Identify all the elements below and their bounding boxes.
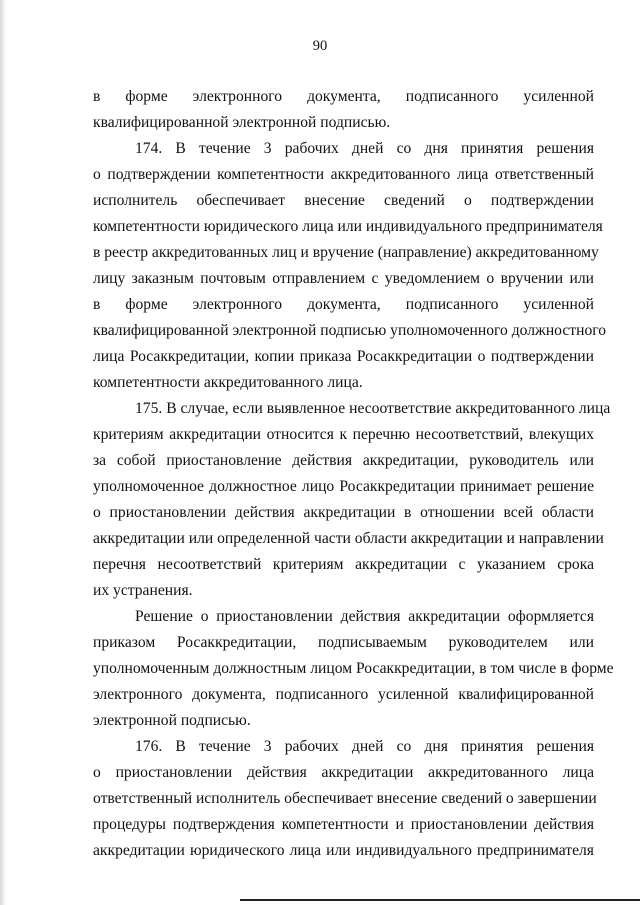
paragraph-decision bbox=[93, 604, 614, 734]
text-line: в форме электронного документа, подписанного усиленной bbox=[93, 88, 594, 105]
text-line: о приостановлении действия аккредитации в отношении всей области bbox=[93, 504, 594, 521]
text-line: ответственный исполнитель обеспечивает внесение сведений о завершении bbox=[93, 790, 597, 807]
text-line: Решение о приостановлении действия аккредитации оформляется bbox=[135, 608, 594, 625]
text-line: квалифицированной электронной подписью уполномоченного должностного bbox=[93, 322, 607, 339]
text-line: уполномоченное должностное лицо Росаккредитации принимает решение bbox=[93, 478, 594, 495]
text-line: их устранения. bbox=[93, 582, 193, 599]
text-line: аккредитации юридического лица или индивидуального предпринимателя bbox=[93, 842, 594, 859]
document-body bbox=[93, 84, 614, 864]
paragraph-174 bbox=[93, 136, 607, 396]
text-line: в форме электронного документа, подписанного усиленной bbox=[93, 296, 594, 313]
text-line: критериям аккредитации относится к перечню несоответствий, влекущих bbox=[93, 426, 594, 443]
scan-edge-shadow bbox=[0, 0, 6, 905]
text-line: о подтверждении компетентности аккредитованного лица ответственный bbox=[93, 166, 594, 183]
text-line: процедуры подтверждения компетентности и приостановлении действия bbox=[93, 816, 594, 833]
text-line: электронного документа, подписанного усиленной квалифицированной bbox=[93, 686, 594, 703]
text-line: квалифицированной электронной подписью. bbox=[93, 114, 391, 131]
text-line: 176. В течение 3 рабочих дней со дня принятия решения bbox=[135, 738, 594, 755]
paragraph-176 bbox=[93, 734, 597, 864]
text-line: компетентности юридического лица или индивидуального предпринимателя bbox=[93, 218, 603, 235]
page-number: 90 bbox=[312, 38, 328, 54]
paragraph-175 bbox=[93, 396, 611, 604]
text-line: уполномоченным должностным лицом Росаккредитации, в том числе в форме bbox=[93, 660, 614, 677]
text-line: о приостановлении действия аккредитации аккредитованного лица bbox=[93, 764, 594, 781]
text-line: электронной подписью. bbox=[93, 712, 251, 729]
text-line: аккредитации или определенной части области аккредитации и направлении bbox=[93, 530, 604, 547]
text-line: 174. В течение 3 рабочих дней со дня принятия решения bbox=[135, 140, 594, 157]
text-line: компетентности аккредитованного лица. bbox=[93, 374, 363, 391]
text-line: 175. В случае, если выявленное несоответствие аккредитованного лица bbox=[135, 400, 611, 417]
text-line: за собой приостановление действия аккредитации, руководитель или bbox=[93, 452, 594, 469]
scan-bottom-edge bbox=[240, 899, 640, 901]
paragraph-continuation bbox=[93, 84, 594, 136]
text-line: в реестр аккредитованных лиц и вручение (направление) аккредитованному bbox=[93, 244, 599, 261]
text-line: лица Росаккредитации, копии приказа Росаккредитации о подтверждении bbox=[93, 348, 594, 365]
text-line: лицу заказным почтовым отправлением с уведомлением о вручении или bbox=[93, 270, 594, 287]
text-line: исполнитель обеспечивает внесение сведений о подтверждении bbox=[93, 192, 594, 209]
text-line: перечня несоответствий критериям аккредитации с указанием срока bbox=[93, 556, 594, 573]
text-line: приказом Росаккредитации, подписываемым руководителем или bbox=[93, 634, 594, 651]
